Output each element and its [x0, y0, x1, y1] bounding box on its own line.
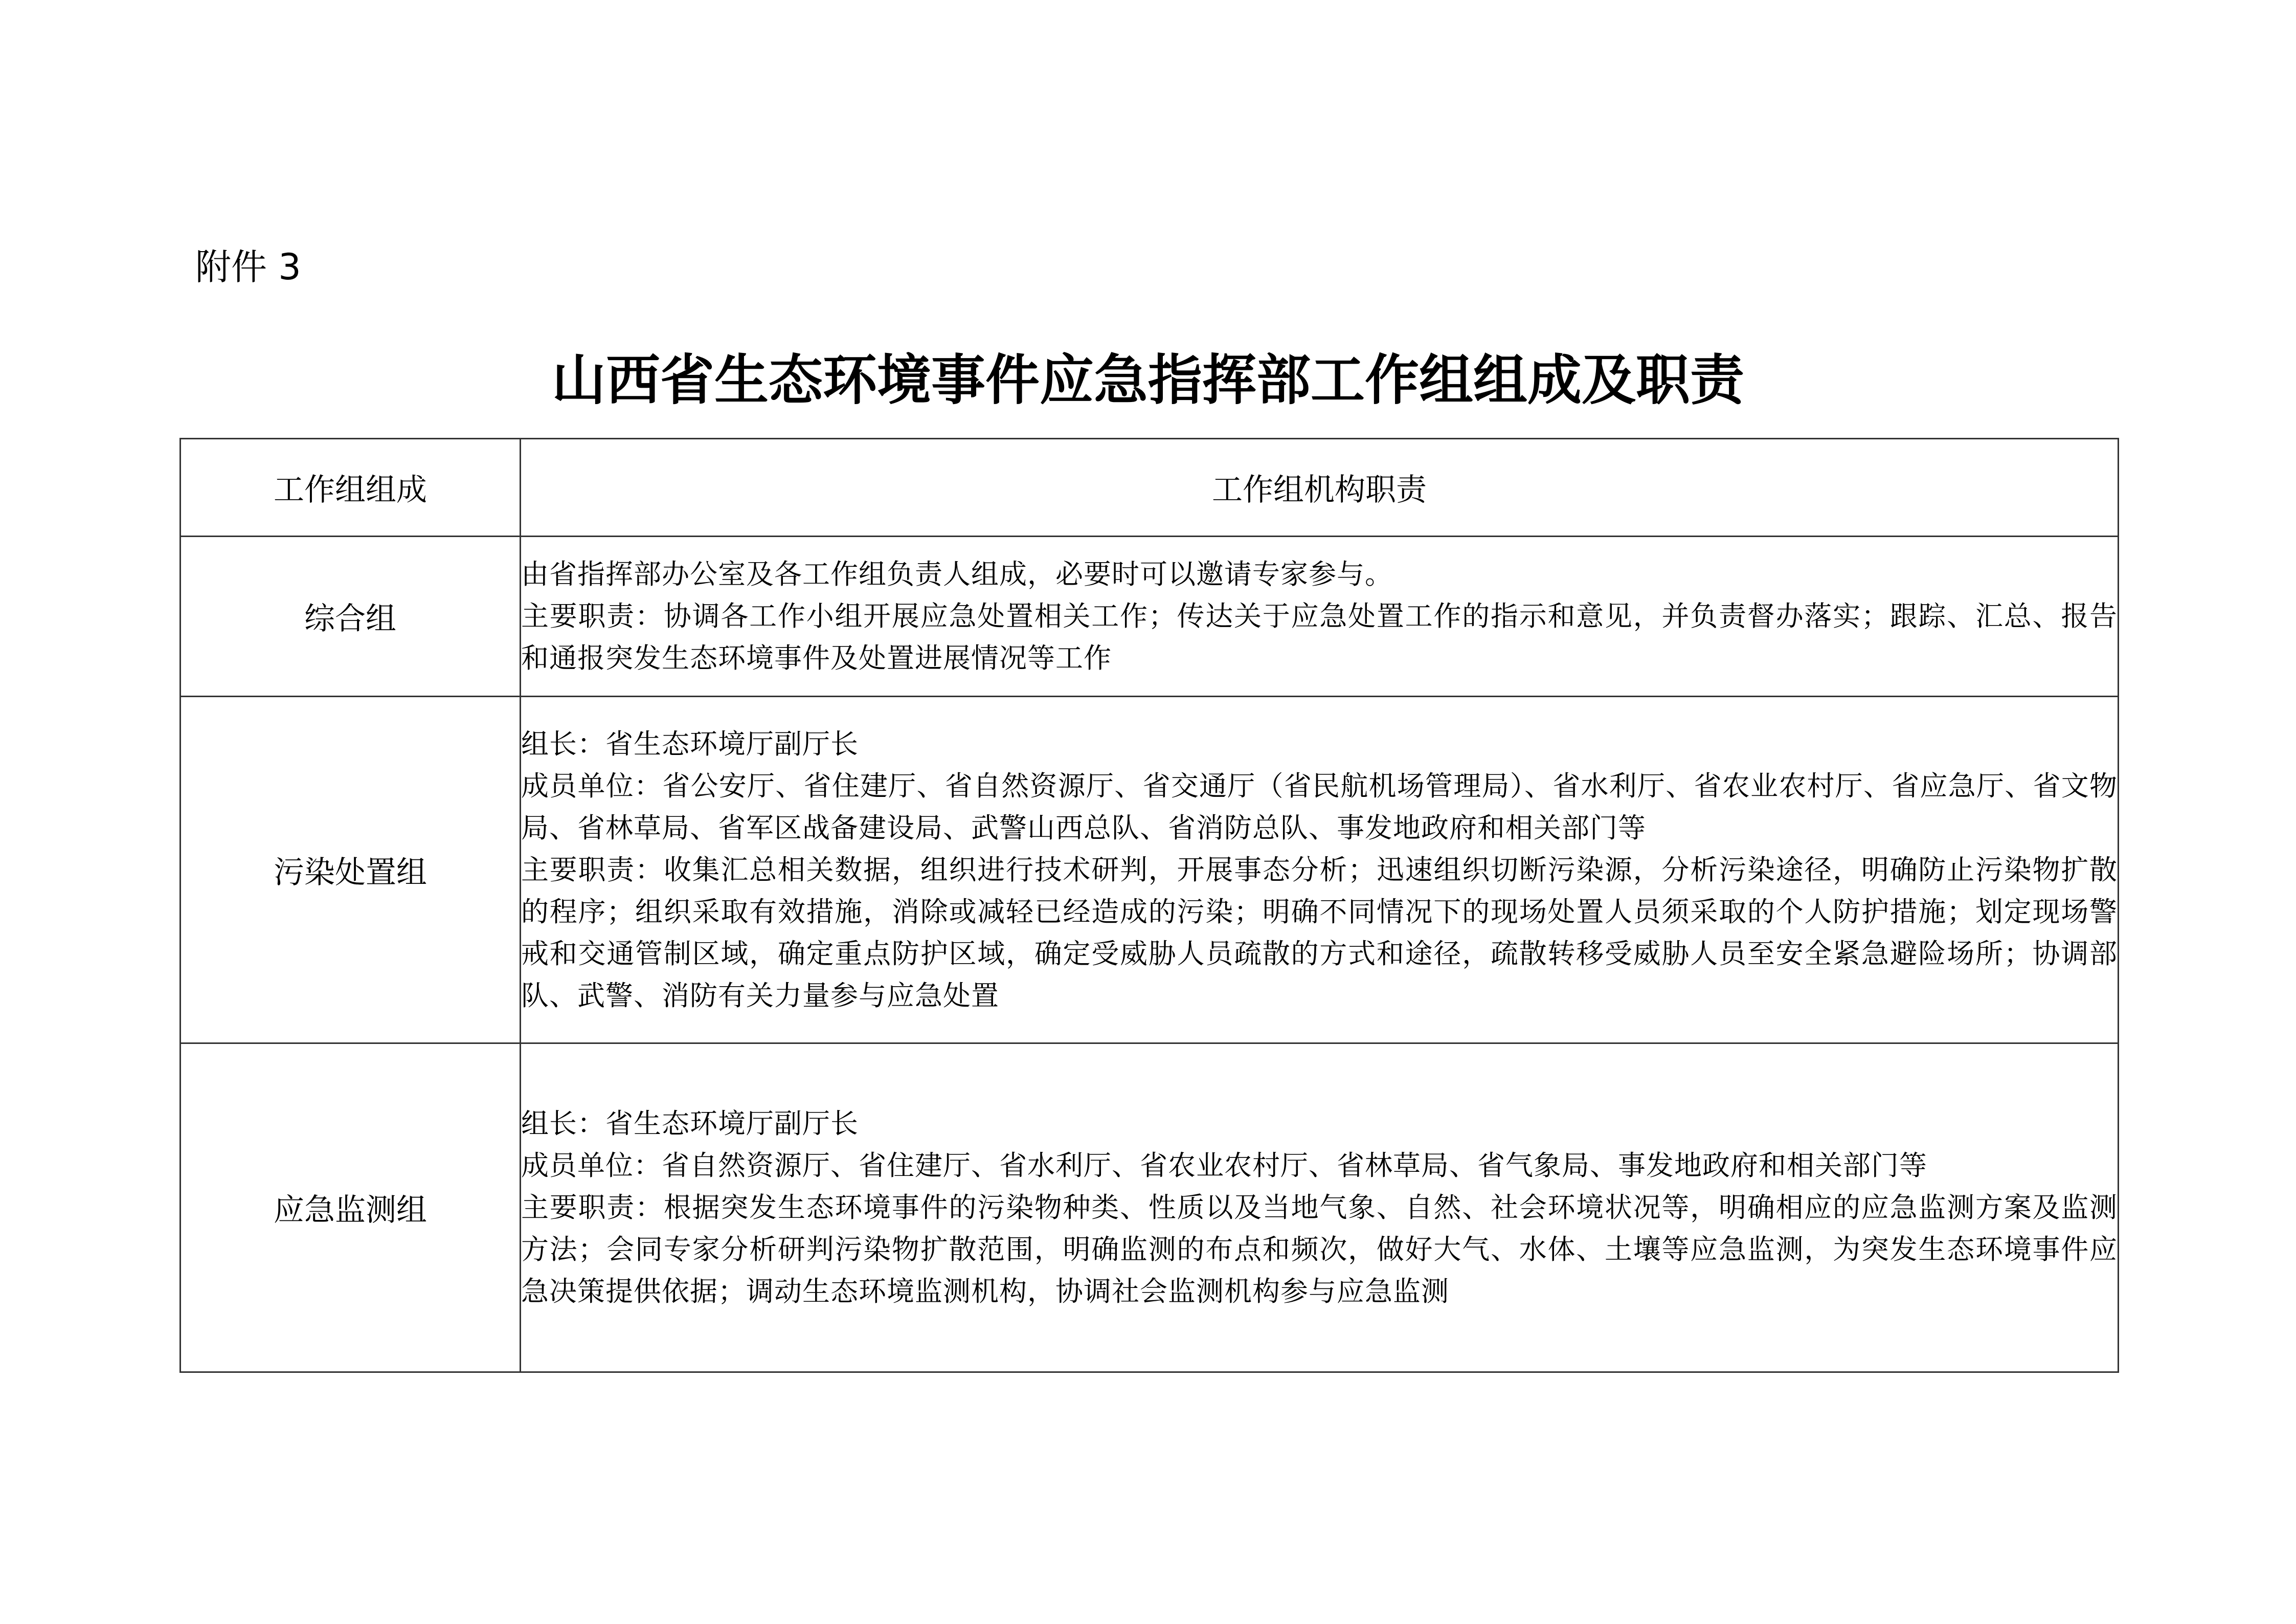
table-row	[181, 697, 2119, 1043]
group-name: 应急监测组	[181, 1043, 521, 1372]
document-title: 山西省生态环境事件应急指挥部工作组组成及职责	[552, 348, 1744, 412]
duty-line: 成员单位：省公安厅、省住建厅、省自然资源厅、省交通厅（省民航机场管理局）、省水利厅、省农业农村厅、省应急厅、省文物局、省林草局、省军区战备建设局、武警山西总队、省消防总队、事发地政府和相关部门等	[521, 769, 2118, 844]
table-header-row	[181, 439, 2119, 537]
group-duties	[521, 697, 2119, 1043]
group-duties	[521, 537, 2119, 697]
duty-line: 组长：省生态环境厅副厅长	[521, 727, 859, 760]
table-row	[181, 537, 2119, 697]
attachment-label: 附件 3	[195, 246, 301, 288]
duty-line: 成员单位：省自然资源厅、省住建厅、省水利厅、省农业农村厅、省林草局、省气象局、事发地政府和相关部门等	[521, 1149, 1927, 1182]
duty-line: 主要职责：收集汇总相关数据，组织进行技术研判，开展事态分析；迅速组织切断污染源，分析污染途径，明确防止污染物扩散的程序；组织采取有效措施，消除或减轻已经造成的污染；明确不同情况下的现场处置人员须采取的个人防护措施；划定现场警戒和交通管制区域，确定重点防护区域，确定受威胁人员疏散的方式和途径，疏散转移受威胁人员至安全紧急避险场所；协调部队、武警、消防有关力量参与应急处置	[521, 853, 2118, 1012]
group-duties	[521, 1043, 2119, 1372]
work-group-table	[179, 438, 2119, 1373]
duty-line: 主要职责：协调各工作小组开展应急处置相关工作；传达关于应急处置工作的指示和意见，并负责督办落实；跟踪、汇总、报告和通报突发生态环境事件及处置进展情况等工作	[521, 600, 2118, 674]
group-name: 综合组	[181, 537, 521, 697]
duty-line: 组长：省生态环境厅副厅长	[521, 1107, 859, 1140]
header-group-composition: 工作组组成	[181, 439, 521, 537]
table-row	[181, 1043, 2119, 1372]
header-group-duties: 工作组机构职责	[521, 439, 2119, 537]
duty-line: 主要职责：根据突发生态环境事件的污染物种类、性质以及当地气象、自然、社会环境状况等，明确相应的应急监测方案及监测方法；会同专家分析研判污染物扩散范围，明确监测的布点和频次，做好大气、水体、土壤等应急监测，为突发生态环境事件应急决策提供依据；调动生态环境监测机构，协调社会监测机构参与应急监测	[521, 1191, 2118, 1307]
group-name: 污染处置组	[181, 697, 521, 1043]
duty-line: 由省指挥部办公室及各工作组负责人组成，必要时可以邀请专家参与。	[521, 558, 1393, 590]
